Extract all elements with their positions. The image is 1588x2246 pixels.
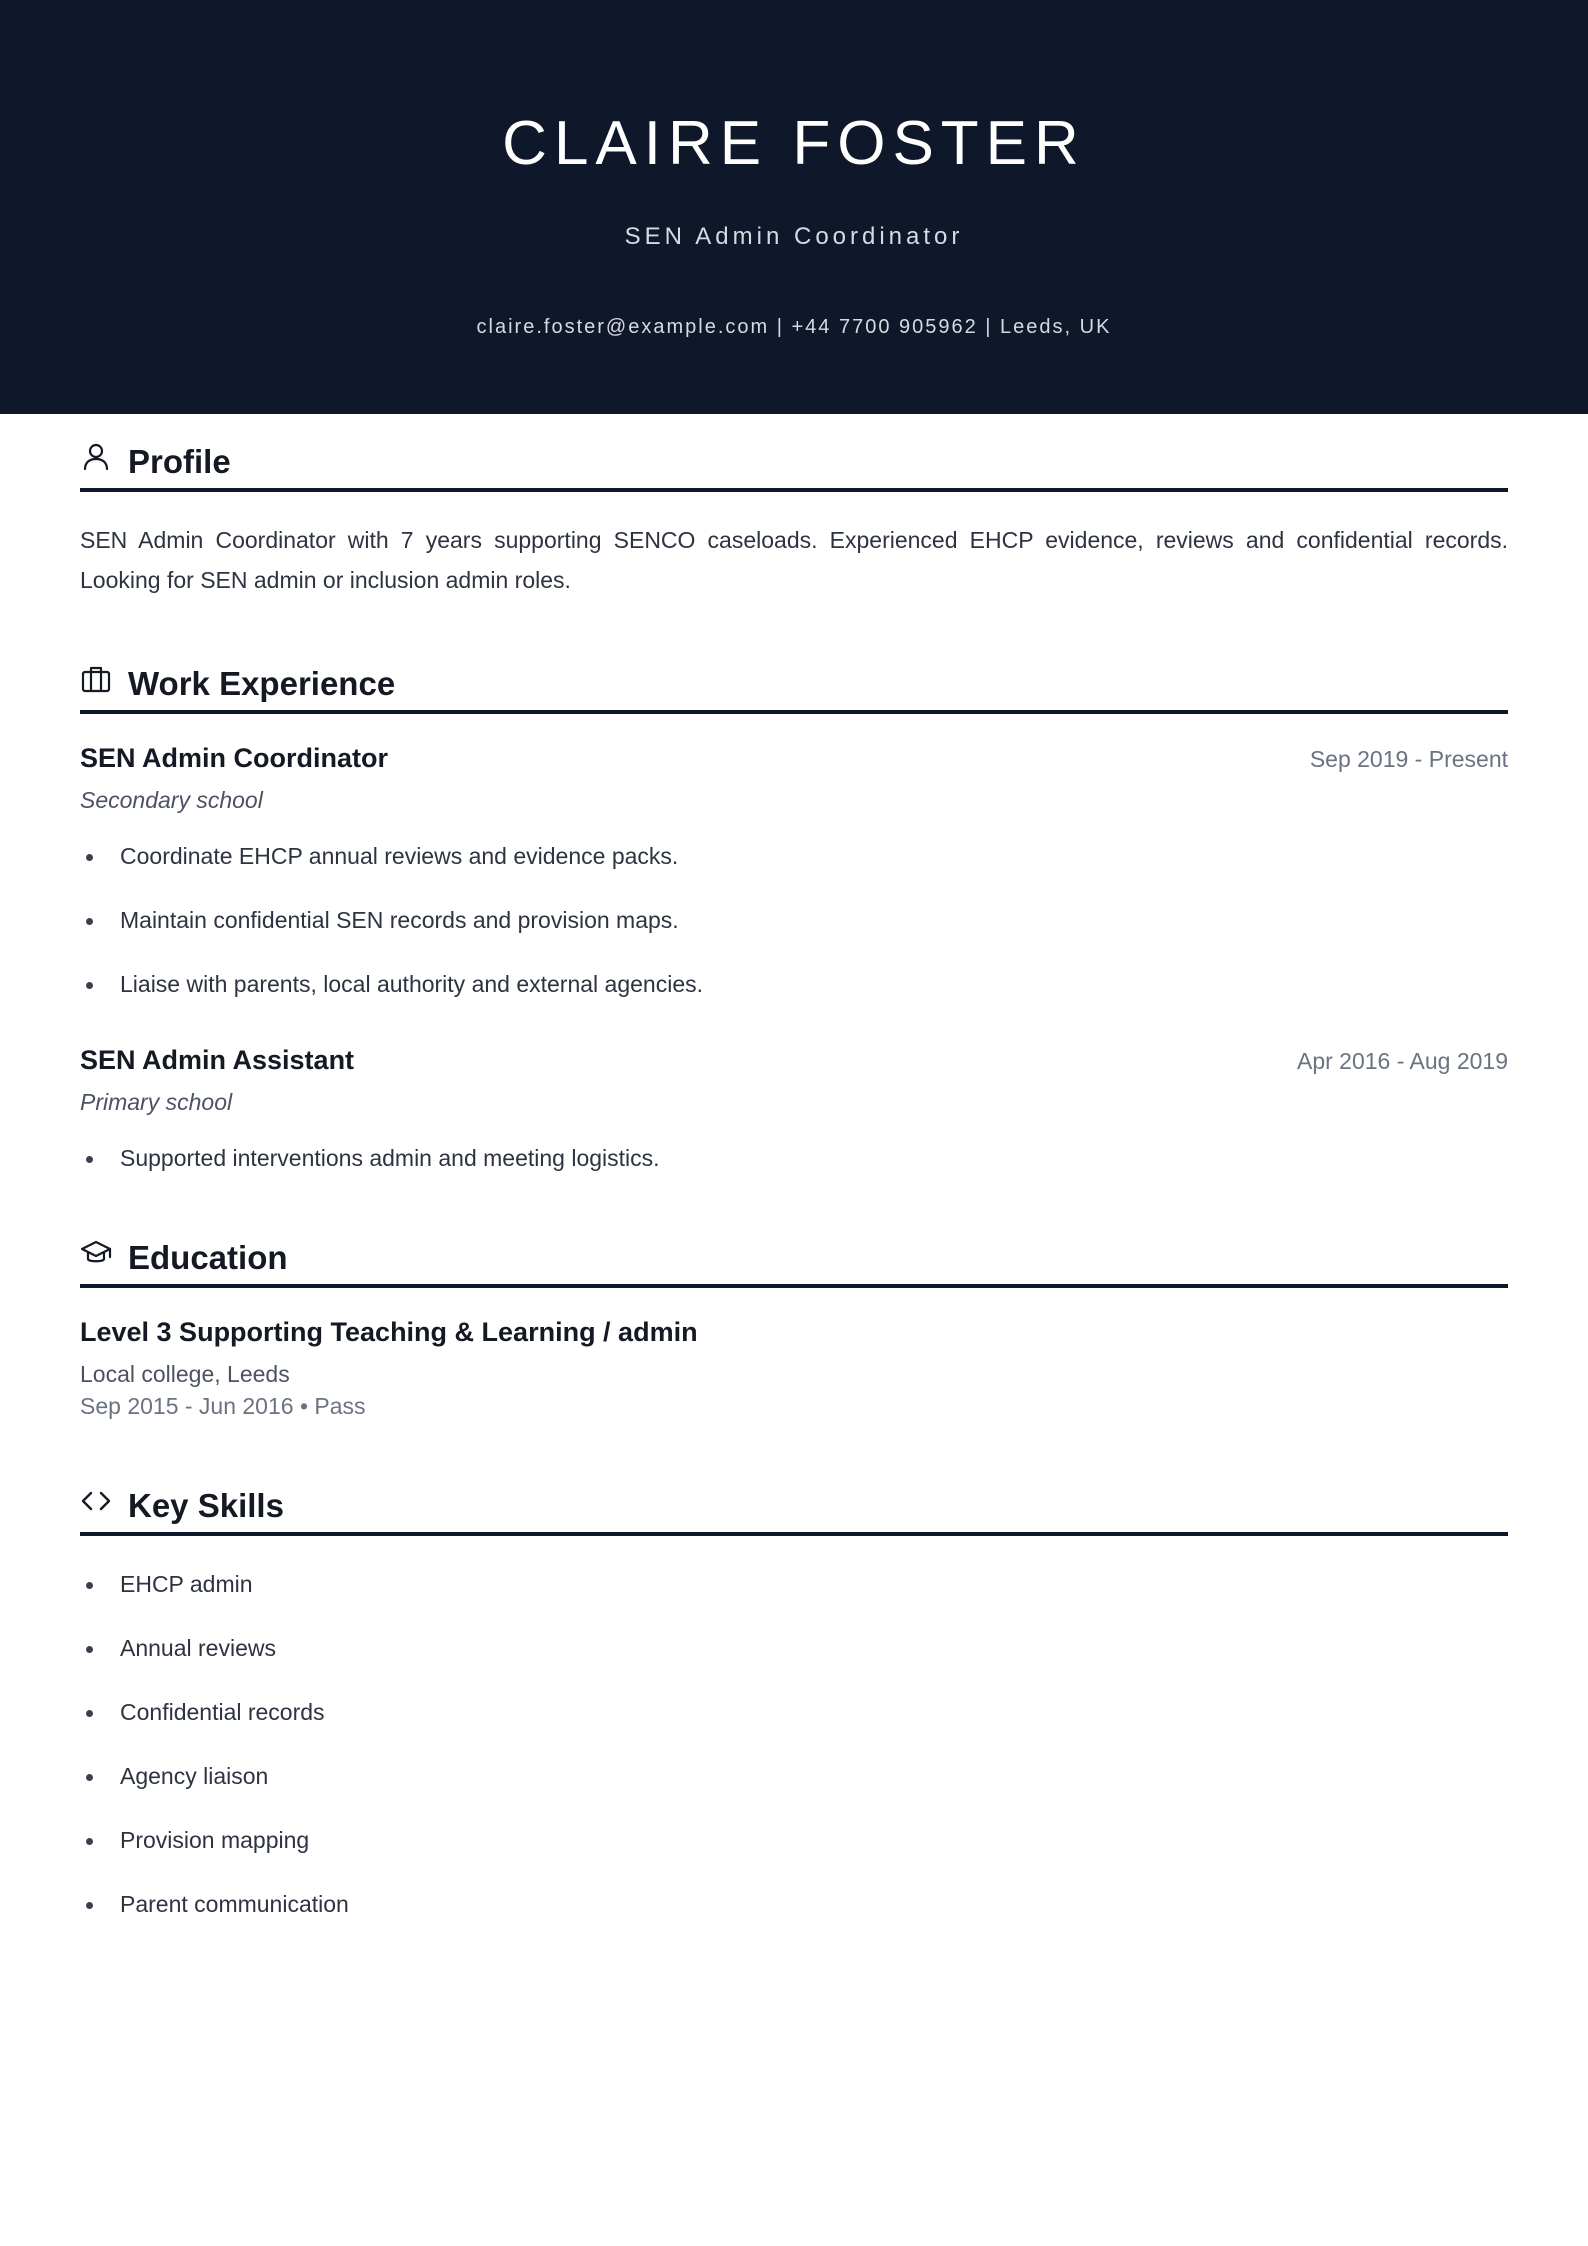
person-icon	[80, 441, 112, 473]
profile-title: Profile	[128, 443, 231, 480]
skills-section	[80, 1458, 1508, 1920]
profile-heading	[80, 414, 1508, 492]
education-place: Local college, Leeds	[80, 1361, 290, 1387]
graduation-cap-icon	[80, 1237, 112, 1269]
list-item: Confidential records	[80, 1696, 1508, 1728]
briefcase-icon	[80, 663, 112, 695]
list-item: EHCP admin	[80, 1568, 1508, 1600]
job-bullets	[80, 1142, 1508, 1174]
experience-section	[80, 636, 1508, 1174]
resume-body	[80, 414, 1508, 1920]
education-entry	[80, 1314, 1508, 1422]
list-item: Parent communication	[80, 1888, 1508, 1920]
list-item: Liaise with parents, local authority and external agencies.	[80, 968, 1508, 1000]
education-title: Education	[128, 1239, 288, 1276]
job-org: Secondary school	[80, 787, 263, 813]
education-date: Sep 2015 - Jun 2016 • Pass	[80, 1393, 366, 1419]
experience-title: Work Experience	[128, 665, 396, 702]
resume-header	[0, 0, 1588, 414]
job-date: Apr 2016 - Aug 2019	[1297, 1048, 1508, 1074]
education-degree: Level 3 Supporting Teaching & Learning / admin	[80, 1317, 698, 1347]
job-org: Primary school	[80, 1089, 233, 1115]
candidate-role: SEN Admin Coordinator	[624, 223, 964, 250]
skills-title: Key Skills	[128, 1487, 284, 1524]
profile-text: SEN Admin Coordinator with 7 years supporting SENCO caseloads. Experienced EHCP evidence, reviews and confidential records. Looking for SEN admin or inclusion admin roles.	[80, 527, 1508, 593]
list-item: Supported interventions admin and meeting logistics.	[80, 1142, 1508, 1174]
education-heading	[80, 1210, 1508, 1288]
skills-list	[80, 1568, 1508, 1920]
list-item: Coordinate EHCP annual reviews and evidence packs.	[80, 840, 1508, 872]
list-item: Provision mapping	[80, 1824, 1508, 1856]
job-title: SEN Admin Coordinator	[80, 743, 388, 773]
skills-heading	[80, 1458, 1508, 1536]
job-date: Sep 2019 - Present	[1309, 746, 1508, 772]
list-item: Annual reviews	[80, 1632, 1508, 1664]
experience-heading	[80, 636, 1508, 714]
job-bullets	[80, 840, 1508, 1000]
profile-section	[80, 414, 1508, 600]
list-item: Agency liaison	[80, 1760, 1508, 1792]
code-icon	[80, 1485, 112, 1517]
contact-line: claire.foster@example.com | +44 7700 905962 | Leeds, UK	[476, 316, 1112, 338]
education-section	[80, 1210, 1508, 1422]
job-entry	[80, 1042, 1508, 1174]
job-title: SEN Admin Assistant	[80, 1045, 355, 1075]
candidate-name: CLAIRE FOSTER	[502, 109, 1086, 178]
list-item: Maintain confidential SEN records and provision maps.	[80, 904, 1508, 936]
job-entry	[80, 740, 1508, 1000]
